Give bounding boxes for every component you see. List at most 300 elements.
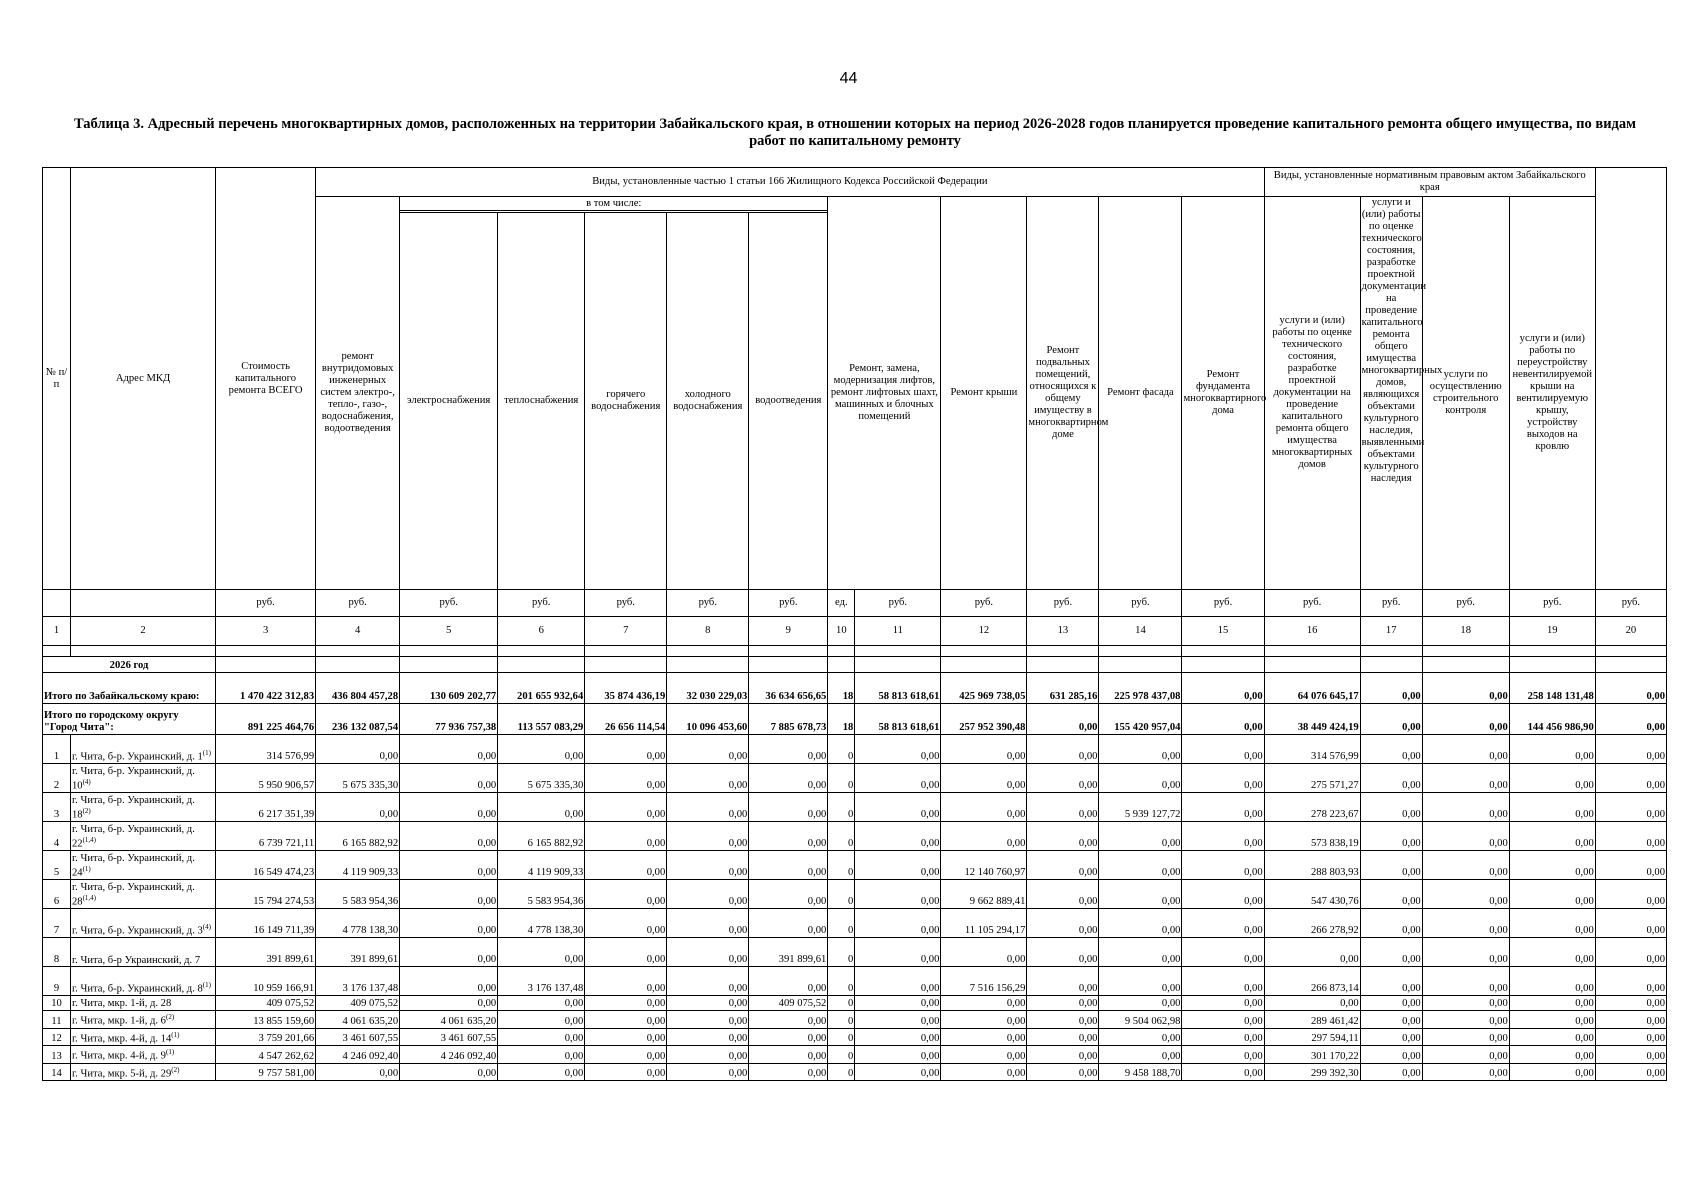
value-cell: 0 — [828, 851, 855, 880]
value-cell: 0,00 — [1509, 938, 1595, 967]
value-cell: 0,00 — [1360, 1028, 1422, 1046]
total-value: 1 470 422 312,83 — [216, 673, 316, 704]
value-cell: 0,00 — [1422, 996, 1509, 1011]
address-cell — [71, 793, 216, 822]
value-cell: 0,00 — [855, 1063, 941, 1081]
col-header-6: теплоснабжения — [498, 213, 585, 590]
column-number: 15 — [1182, 617, 1264, 646]
unit-cell: руб. — [585, 590, 667, 617]
value-cell: 299 392,30 — [1264, 1063, 1360, 1081]
value-cell: 0,00 — [1360, 1063, 1422, 1081]
value-cell: 547 430,76 — [1264, 880, 1360, 909]
value-cell: 0,00 — [1422, 851, 1509, 880]
table-row — [43, 1063, 1667, 1081]
table-row — [43, 735, 1667, 764]
value-cell: 9 662 889,41 — [941, 880, 1027, 909]
value-cell: 0,00 — [1099, 880, 1182, 909]
value-cell: 0,00 — [498, 1011, 585, 1029]
table-row — [43, 851, 1667, 880]
value-cell: 4 061 635,20 — [400, 1011, 498, 1029]
value-cell: 0,00 — [1509, 996, 1595, 1011]
column-number: 6 — [498, 617, 585, 646]
value-cell: 0,00 — [1509, 764, 1595, 793]
value-cell: 0,00 — [1422, 1011, 1509, 1029]
value-cell: 15 794 274,53 — [216, 880, 316, 909]
total-value: 35 874 436,19 — [585, 673, 667, 704]
total-label: Итого по городскому округу "Город Чита": — [43, 704, 216, 735]
unit-cell: руб. — [1027, 590, 1099, 617]
value-cell: 16 549 474,23 — [216, 851, 316, 880]
total-value: 77 936 757,38 — [400, 704, 498, 735]
value-cell: 0,00 — [400, 909, 498, 938]
value-cell: 0,00 — [1099, 1046, 1182, 1064]
value-cell: 0,00 — [1595, 909, 1666, 938]
value-cell: 11 105 294,17 — [941, 909, 1027, 938]
value-cell: 13 855 159,60 — [216, 1011, 316, 1029]
col-header-7: горячего водоснабжения — [585, 213, 667, 590]
value-cell: 0,00 — [1182, 967, 1264, 996]
value-cell: 3 176 137,48 — [498, 967, 585, 996]
row-number: 9 — [43, 967, 71, 996]
address-text: г. Чита, мкр. 5-й, д. 29 — [72, 1068, 172, 1080]
column-number: 9 — [749, 617, 828, 646]
table-row — [43, 967, 1667, 996]
unit-cell: руб. — [1099, 590, 1182, 617]
total-value: 0,00 — [1182, 704, 1264, 735]
row-number: 13 — [43, 1046, 71, 1064]
address-footnote: (1) — [171, 1030, 180, 1039]
value-cell: 3 176 137,48 — [316, 967, 400, 996]
value-cell: 0,00 — [1360, 793, 1422, 822]
value-cell: 0,00 — [855, 909, 941, 938]
table-row — [43, 938, 1667, 967]
value-cell: 289 461,42 — [1264, 1011, 1360, 1029]
address-text: г. Чита, б-р. Украинский, д. 3 — [72, 926, 203, 937]
value-cell: 0,00 — [941, 764, 1027, 793]
total-value: 201 655 932,64 — [498, 673, 585, 704]
col-header-14: Ремонт фасада — [1099, 197, 1182, 590]
value-cell: 0,00 — [400, 851, 498, 880]
value-cell: 0,00 — [1595, 793, 1666, 822]
value-cell: 0,00 — [585, 851, 667, 880]
value-cell: 0,00 — [585, 996, 667, 1011]
value-cell: 0,00 — [585, 880, 667, 909]
value-cell: 0,00 — [498, 938, 585, 967]
value-cell: 0,00 — [941, 735, 1027, 764]
row-number: 14 — [43, 1063, 71, 1081]
table-row — [43, 764, 1667, 793]
row-number: 2 — [43, 764, 71, 793]
value-cell: 0,00 — [855, 1011, 941, 1029]
unit-cell: руб. — [1422, 590, 1509, 617]
row-number: 3 — [43, 793, 71, 822]
value-cell: 5 583 954,36 — [316, 880, 400, 909]
value-cell: 0,00 — [855, 938, 941, 967]
value-cell: 0,00 — [855, 851, 941, 880]
column-number: 5 — [400, 617, 498, 646]
value-cell: 0,00 — [1099, 996, 1182, 1011]
total-value: 10 096 453,60 — [667, 704, 749, 735]
address-cell — [71, 996, 216, 1011]
value-cell: 0,00 — [749, 764, 828, 793]
value-cell: 0,00 — [498, 1046, 585, 1064]
value-cell: 409 075,52 — [749, 996, 828, 1011]
value-cell: 4 119 909,33 — [316, 851, 400, 880]
column-number: 4 — [316, 617, 400, 646]
value-cell: 0,00 — [1027, 967, 1099, 996]
value-cell: 0,00 — [1027, 996, 1099, 1011]
value-cell: 391 899,61 — [316, 938, 400, 967]
col-header-5: электроснабжения — [400, 213, 498, 590]
value-cell: 0,00 — [498, 793, 585, 822]
value-cell: 0,00 — [667, 1046, 749, 1064]
value-cell: 0,00 — [667, 764, 749, 793]
totals-section — [43, 673, 1667, 735]
column-number: 13 — [1027, 617, 1099, 646]
value-cell: 0,00 — [1595, 735, 1666, 764]
column-number: 19 — [1509, 617, 1595, 646]
value-cell: 0,00 — [1595, 880, 1666, 909]
col-header-17: услуги и (или) работы по оценке технического состояния, разработке проектной документации на проведение капитального ремонта общего имущества многоквартирных домов, являющихся объектами культурного наследия, выявленными объектами культурного наследия — [1360, 197, 1422, 590]
table-row — [43, 822, 1667, 851]
value-cell: 0,00 — [749, 1028, 828, 1046]
address-text: г. Чита, б-р. Украинский, д. 8 — [72, 984, 203, 995]
value-cell: 0,00 — [1509, 909, 1595, 938]
value-cell: 0,00 — [1360, 1046, 1422, 1064]
value-cell: 0,00 — [1182, 909, 1264, 938]
value-cell: 0,00 — [1509, 793, 1595, 822]
total-value: 0,00 — [1422, 673, 1509, 704]
col-header-4: ремонт внутридомовых инженерных систем электро-, тепло-, газо-, водоснабжения, водоотведения — [316, 197, 400, 590]
value-cell: 0,00 — [1182, 851, 1264, 880]
value-cell: 0,00 — [1099, 822, 1182, 851]
value-cell: 0,00 — [585, 822, 667, 851]
address-cell — [71, 764, 216, 793]
value-cell: 0,00 — [855, 996, 941, 1011]
value-cell: 0,00 — [855, 735, 941, 764]
total-value: 155 420 957,04 — [1099, 704, 1182, 735]
value-cell: 391 899,61 — [749, 938, 828, 967]
table-row — [43, 1028, 1667, 1046]
value-cell: 0,00 — [1360, 822, 1422, 851]
col-header-9: водоотведения — [749, 213, 828, 590]
value-cell: 0,00 — [1595, 996, 1666, 1011]
col-header-1: № п/п — [43, 168, 71, 590]
row-number: 12 — [43, 1028, 71, 1046]
col-header-19: услуги и (или) работы по переустройству невентилируемой крыши на вентилируемую крышу, устройству выходов на кровлю — [1509, 197, 1595, 590]
value-cell: 0,00 — [1509, 851, 1595, 880]
total-value: 225 978 437,08 — [1099, 673, 1182, 704]
value-cell: 0,00 — [1182, 764, 1264, 793]
col-header-13: Ремонт подвальных помещений, относящихся к общему имуществу в многоквартирном доме — [1027, 197, 1099, 590]
value-cell: 0 — [828, 967, 855, 996]
total-value: 58 813 618,61 — [855, 704, 941, 735]
address-cell — [71, 1011, 216, 1029]
value-cell: 0,00 — [498, 996, 585, 1011]
document-title: Таблица 3. Адресный перечень многоквартирных домов, расположенных на территории Забайкальского края, в отношении которых на период 2026-2028 годов планируется проведение капитального ремонта общего имущества, по видам работ по капитальному ремонту — [73, 116, 1637, 149]
table-row — [43, 1011, 1667, 1029]
value-cell: 0,00 — [667, 996, 749, 1011]
value-cell: 0,00 — [1360, 938, 1422, 967]
address-cell — [71, 851, 216, 880]
value-cell: 0,00 — [667, 793, 749, 822]
value-cell: 16 149 711,39 — [216, 909, 316, 938]
value-cell: 5 675 335,30 — [498, 764, 585, 793]
value-cell: 0,00 — [1422, 1028, 1509, 1046]
value-cell: 0,00 — [585, 938, 667, 967]
value-cell: 314 576,99 — [1264, 735, 1360, 764]
address-text: г. Чита, б-р. Украинский, д. 10 — [72, 766, 195, 792]
total-value: 18 — [828, 704, 855, 735]
value-cell: 0,00 — [400, 996, 498, 1011]
value-cell: 0,00 — [1360, 1011, 1422, 1029]
value-cell: 0 — [828, 909, 855, 938]
value-cell: 0,00 — [585, 1028, 667, 1046]
page-number: 44 — [839, 70, 858, 87]
value-cell: 0,00 — [749, 822, 828, 851]
value-cell: 0,00 — [1027, 793, 1099, 822]
total-value: 436 804 457,28 — [316, 673, 400, 704]
year-row — [43, 657, 1667, 673]
table-row — [43, 996, 1667, 1011]
value-cell: 6 165 882,92 — [316, 822, 400, 851]
value-cell: 0,00 — [1182, 938, 1264, 967]
value-cell: 10 959 166,91 — [216, 967, 316, 996]
value-cell: 0,00 — [667, 909, 749, 938]
value-cell: 0,00 — [749, 1063, 828, 1081]
value-cell: 0,00 — [1509, 1011, 1595, 1029]
total-value: 0,00 — [1360, 704, 1422, 735]
value-cell: 0,00 — [316, 793, 400, 822]
address-text: г. Чита, б-р. Украинский, д. 24 — [72, 853, 195, 879]
value-cell: 0,00 — [1099, 909, 1182, 938]
value-cell: 0,00 — [1509, 880, 1595, 909]
total-value: 257 952 390,48 — [941, 704, 1027, 735]
address-cell — [71, 1063, 216, 1081]
value-cell: 7 516 156,29 — [941, 967, 1027, 996]
value-cell: 4 778 138,30 — [498, 909, 585, 938]
unit-cell: руб. — [1264, 590, 1360, 617]
value-cell: 0,00 — [749, 1011, 828, 1029]
value-cell: 0,00 — [400, 1063, 498, 1081]
value-cell: 409 075,52 — [216, 996, 316, 1011]
value-cell: 0,00 — [585, 793, 667, 822]
value-cell: 0,00 — [749, 909, 828, 938]
value-cell: 0,00 — [941, 1011, 1027, 1029]
year-label: 2026 год — [43, 657, 216, 673]
group-header-federal: Виды, установленные частью 1 статьи 166 Жилищного Кодекса Российской Федерации — [316, 168, 1265, 197]
value-cell: 0,00 — [667, 822, 749, 851]
value-cell: 0,00 — [749, 735, 828, 764]
total-value: 0,00 — [1027, 704, 1099, 735]
value-cell: 0,00 — [1509, 967, 1595, 996]
address-text: г. Чита, мкр. 1-й, д. 28 — [72, 998, 172, 1009]
value-cell: 0,00 — [667, 735, 749, 764]
total-value: 0,00 — [1360, 673, 1422, 704]
unit-cell: руб. — [941, 590, 1027, 617]
total-value: 18 — [828, 673, 855, 704]
value-cell: 0,00 — [1422, 1063, 1509, 1081]
value-cell: 0,00 — [585, 735, 667, 764]
address-cell — [71, 880, 216, 909]
value-cell: 0 — [828, 822, 855, 851]
total-value: 425 969 738,05 — [941, 673, 1027, 704]
col-header-3: Стоимость капитального ремонта ВСЕГО — [216, 168, 316, 590]
column-number: 18 — [1422, 617, 1509, 646]
value-cell: 6 165 882,92 — [498, 822, 585, 851]
value-cell: 0,00 — [1595, 938, 1666, 967]
total-value: 144 456 986,90 — [1509, 704, 1595, 735]
total-value: 7 885 678,73 — [749, 704, 828, 735]
unit-cell: руб. — [498, 590, 585, 617]
address-footnote: (1) — [202, 749, 211, 758]
value-cell: 0,00 — [1099, 938, 1182, 967]
unit-cell: руб. — [316, 590, 400, 617]
value-cell: 0,00 — [1027, 938, 1099, 967]
value-cell: 0,00 — [941, 1028, 1027, 1046]
total-value: 236 132 087,54 — [316, 704, 400, 735]
address-footnote: (1,4) — [82, 894, 97, 903]
value-cell: 3 461 607,55 — [400, 1028, 498, 1046]
value-cell: 0,00 — [1182, 822, 1264, 851]
value-cell: 0,00 — [941, 822, 1027, 851]
value-cell: 0,00 — [1595, 967, 1666, 996]
address-footnote: (1) — [165, 1048, 175, 1057]
unit-cell: руб. — [1360, 590, 1422, 617]
value-cell: 0,00 — [1422, 1046, 1509, 1064]
value-cell: 0,00 — [316, 1063, 400, 1081]
value-cell: 6 217 351,39 — [216, 793, 316, 822]
value-cell: 0,00 — [1422, 764, 1509, 793]
row-number: 8 — [43, 938, 71, 967]
total-value: 0,00 — [1182, 673, 1264, 704]
value-cell: 0,00 — [585, 909, 667, 938]
address-text: г. Чита, б-р. Украинский, д. 28 — [72, 882, 195, 908]
address-footnote: (2) — [82, 807, 91, 816]
value-cell: 0,00 — [1595, 764, 1666, 793]
value-cell: 0,00 — [498, 1063, 585, 1081]
address-cell — [71, 1046, 216, 1064]
value-cell: 0,00 — [1264, 996, 1360, 1011]
address-footnote: (2) — [171, 1065, 180, 1074]
value-cell: 0,00 — [749, 793, 828, 822]
value-cell: 0,00 — [1360, 735, 1422, 764]
value-cell: 0,00 — [1027, 1028, 1099, 1046]
total-value: 0,00 — [1422, 704, 1509, 735]
value-cell: 0,00 — [585, 1063, 667, 1081]
value-cell: 0,00 — [1182, 996, 1264, 1011]
address-footnote: (4) — [82, 778, 91, 787]
value-cell: 0,00 — [749, 880, 828, 909]
value-cell: 0,00 — [400, 822, 498, 851]
value-cell: 409 075,52 — [316, 996, 400, 1011]
value-cell: 0,00 — [1182, 1046, 1264, 1064]
value-cell: 0,00 — [1027, 764, 1099, 793]
value-cell: 297 594,11 — [1264, 1028, 1360, 1046]
column-number: 14 — [1099, 617, 1182, 646]
value-cell: 0,00 — [1509, 1063, 1595, 1081]
value-cell: 0,00 — [1422, 938, 1509, 967]
column-number: 11 — [855, 617, 941, 646]
value-cell: 0,00 — [1595, 1011, 1666, 1029]
value-cell: 0,00 — [667, 1063, 749, 1081]
value-cell: 0,00 — [1360, 764, 1422, 793]
value-cell: 0,00 — [941, 938, 1027, 967]
address-footnote: (2) — [165, 1013, 175, 1021]
col-header-8: холодного водоснабжения — [667, 213, 749, 590]
total-value: 38 449 424,19 — [1264, 704, 1360, 735]
value-cell: 4 778 138,30 — [316, 909, 400, 938]
total-value: 113 557 083,29 — [498, 704, 585, 735]
value-cell: 391 899,61 — [216, 938, 316, 967]
value-cell: 9 504 062,98 — [1099, 1011, 1182, 1029]
row-number: 5 — [43, 851, 71, 880]
value-cell: 0,00 — [585, 1011, 667, 1029]
address-footnote: (1) — [82, 865, 91, 874]
value-cell: 0,00 — [941, 1046, 1027, 1064]
value-cell: 0,00 — [585, 967, 667, 996]
value-cell: 0,00 — [667, 967, 749, 996]
value-cell: 0,00 — [1264, 938, 1360, 967]
value-cell: 0,00 — [1099, 764, 1182, 793]
total-value: 36 634 656,65 — [749, 673, 828, 704]
value-cell: 314 576,99 — [216, 735, 316, 764]
value-cell: 0,00 — [1595, 1028, 1666, 1046]
value-cell: 9 458 188,70 — [1099, 1063, 1182, 1081]
total-label: Итого по Забайкальскому краю: — [43, 673, 216, 704]
value-cell: 0,00 — [1182, 880, 1264, 909]
value-cell: 0,00 — [400, 735, 498, 764]
column-number: 17 — [1360, 617, 1422, 646]
address-text: г. Чита, б-р Украинский, д. 7 — [72, 955, 201, 966]
col-header-16: услуги и (или) работы по оценке технического состояния, разработке проектной документации на проведение капитального ремонта общего имущества многоквартирных домов — [1264, 197, 1360, 590]
value-cell: 0,00 — [1595, 1063, 1666, 1081]
total-value: 130 609 202,77 — [400, 673, 498, 704]
value-cell: 266 873,14 — [1264, 967, 1360, 996]
value-cell: 0,00 — [498, 1028, 585, 1046]
total-value: 0,00 — [1595, 704, 1666, 735]
total-value: 631 285,16 — [1027, 673, 1099, 704]
value-cell: 0 — [828, 735, 855, 764]
value-cell: 0,00 — [585, 1046, 667, 1064]
value-cell: 0,00 — [1422, 909, 1509, 938]
value-cell: 0,00 — [941, 793, 1027, 822]
value-cell: 275 571,27 — [1264, 764, 1360, 793]
register-table — [42, 167, 1667, 1081]
value-cell: 0,00 — [941, 1063, 1027, 1081]
value-cell: 301 170,22 — [1264, 1046, 1360, 1064]
value-cell: 3 461 607,55 — [316, 1028, 400, 1046]
value-cell: 0,00 — [855, 793, 941, 822]
value-cell: 0,00 — [1422, 793, 1509, 822]
value-cell: 0,00 — [941, 996, 1027, 1011]
value-cell: 0,00 — [1422, 880, 1509, 909]
value-cell: 0,00 — [1182, 735, 1264, 764]
value-cell: 0,00 — [316, 735, 400, 764]
address-cell — [71, 909, 216, 938]
value-cell: 12 140 760,97 — [941, 851, 1027, 880]
separator-row — [43, 646, 1667, 657]
address-cell — [71, 735, 216, 764]
total-value: 26 656 114,54 — [585, 704, 667, 735]
unit-cell: руб. — [667, 590, 749, 617]
address-text: г. Чита, б-р. Украинский, д. 22 — [72, 824, 195, 850]
value-cell: 5 583 954,36 — [498, 880, 585, 909]
address-footnote: (1) — [202, 981, 211, 990]
value-cell: 0,00 — [1027, 851, 1099, 880]
value-cell: 0,00 — [667, 1028, 749, 1046]
value-cell: 0,00 — [1027, 880, 1099, 909]
